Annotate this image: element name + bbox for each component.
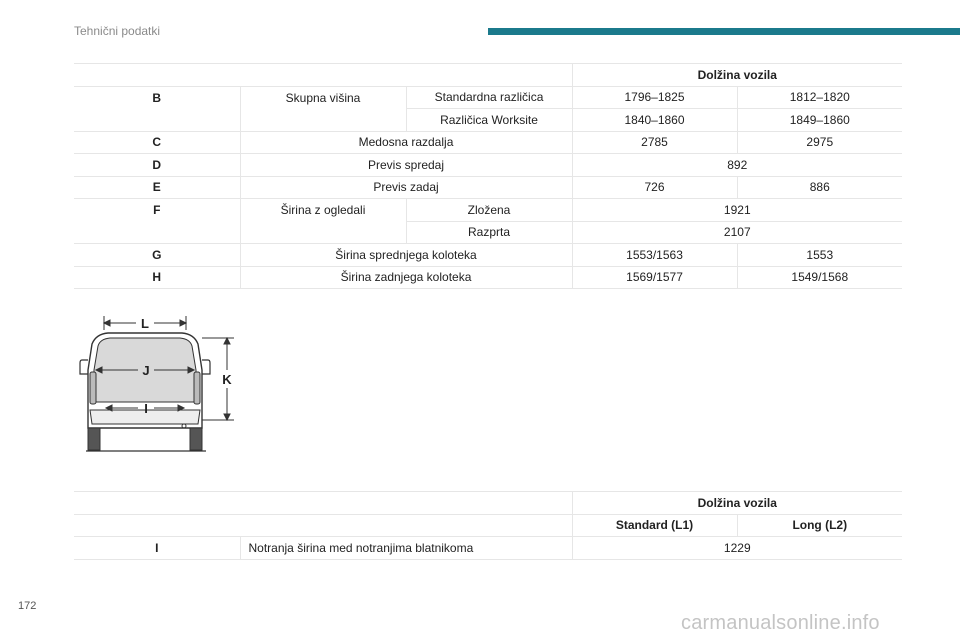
watermark: carmanualsonline.info	[681, 612, 880, 634]
sub-label: Različica Worksite	[406, 109, 572, 132]
dimension-label-k: K	[222, 372, 232, 387]
row-code-f: F	[74, 199, 240, 244]
table-row	[74, 244, 902, 267]
row-label-g: Širina sprednjega koloteka	[240, 244, 572, 267]
value-cell: 2785	[572, 131, 737, 154]
value-cell: 1229	[572, 537, 902, 560]
sub-label: Standardna različica	[406, 86, 572, 109]
table-row	[74, 86, 902, 109]
row-code-h: H	[74, 266, 240, 289]
value-cell: 1849–1860	[737, 109, 902, 132]
vehicle-rear-diagram	[74, 310, 254, 460]
accent-bar	[488, 28, 960, 35]
dimension-label-i: I	[144, 401, 148, 416]
value-cell: 886	[737, 176, 902, 199]
section-title: Tehnični podatki	[74, 24, 161, 38]
row-label-d: Previs spredaj	[240, 154, 572, 177]
column-header-long: Long (L2)	[737, 514, 902, 537]
table-row	[74, 131, 902, 154]
value-cell: 1921	[572, 199, 902, 222]
table-row	[74, 537, 902, 560]
dimensions-table	[74, 63, 902, 289]
value-cell: 1796–1825	[572, 86, 737, 109]
table-row	[74, 492, 902, 515]
value-cell: 1840–1860	[572, 109, 737, 132]
dimension-label-l: L	[141, 316, 149, 331]
value-cell: 1553	[737, 244, 902, 267]
vehicle-length-header: Dolžina vozila	[572, 492, 902, 515]
row-label-c: Medosna razdalja	[240, 131, 572, 154]
row-label-f: Širina z ogledali	[240, 199, 406, 244]
value-cell: 892	[572, 154, 902, 177]
table-row	[74, 176, 902, 199]
row-label-h: Širina zadnjega koloteka	[240, 266, 572, 289]
row-code-d: D	[74, 154, 240, 177]
value-cell: 726	[572, 176, 737, 199]
dimension-label-j: J	[142, 363, 150, 378]
table-row	[74, 199, 902, 222]
vehicle-length-header: Dolžina vozila	[572, 64, 902, 87]
sub-label: Zložena	[406, 199, 572, 222]
row-label-b: Skupna višina	[240, 86, 406, 131]
table-row	[74, 266, 902, 289]
value-cell: 1549/1568	[737, 266, 902, 289]
interior-width-table	[74, 491, 902, 560]
table-row	[74, 514, 902, 537]
column-header-standard: Standard (L1)	[572, 514, 737, 537]
value-cell: 1569/1577	[572, 266, 737, 289]
page-number: 172	[18, 600, 37, 612]
table-row	[74, 64, 902, 87]
row-code-g: G	[74, 244, 240, 267]
value-cell: 2107	[572, 221, 902, 244]
row-code-i: I	[74, 537, 240, 560]
sub-label: Razprta	[406, 221, 572, 244]
row-label-e: Previs zadaj	[240, 176, 572, 199]
row-code-b: B	[74, 86, 240, 131]
value-cell: 2975	[737, 131, 902, 154]
row-code-c: C	[74, 131, 240, 154]
row-label-i: Notranja širina med notranjima blatnikoma	[240, 537, 572, 560]
value-cell: 1812–1820	[737, 86, 902, 109]
row-code-e: E	[74, 176, 240, 199]
table-row	[74, 154, 902, 177]
value-cell: 1553/1563	[572, 244, 737, 267]
